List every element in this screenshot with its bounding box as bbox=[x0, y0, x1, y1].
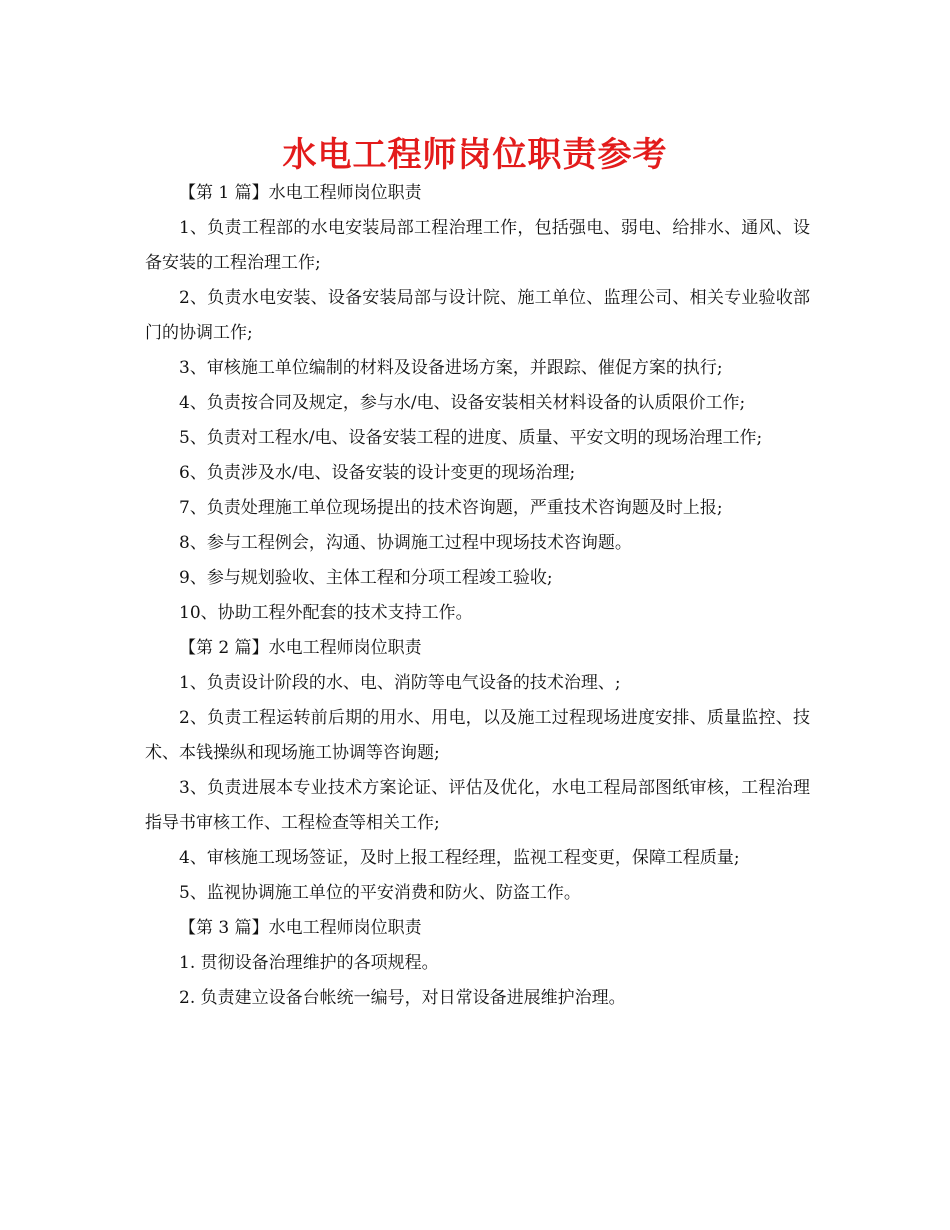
paragraph: 3、负责进展本专业技术方案论证、评估及优化，水电工程局部图纸审核，工程治理指导书审核工作、工程检查等相关工作; bbox=[145, 778, 810, 833]
paragraph: 9、参与规划验收、主体工程和分项工程竣工验收; bbox=[179, 568, 553, 588]
paragraph: 2. 负责建立设备台帐统一编号，对日常设备进展维护治理。 bbox=[179, 988, 626, 1008]
paragraph: 5、监视协调施工单位的平安消费和防火、防盗工作。 bbox=[179, 883, 581, 903]
section-heading-2: 【第 2 篇】水电工程师岗位职责 bbox=[179, 638, 422, 658]
document-body bbox=[145, 176, 810, 1016]
document-title: 水电工程师岗位职责参考 bbox=[282, 135, 668, 175]
paragraph: 8、参与工程例会，沟通、协调施工过程中现场技术咨询题。 bbox=[179, 533, 632, 553]
paragraph: 4、负责按合同及规定，参与水/电、设备安装相关材料设备的认质限价工作; bbox=[179, 393, 746, 413]
paragraph: 3、审核施工单位编制的材料及设备进场方案，并跟踪、催促方案的执行; bbox=[179, 358, 723, 378]
paragraph: 1. 贯彻设备治理维护的各项规程。 bbox=[179, 953, 439, 973]
section-heading-1: 【第 1 篇】水电工程师岗位职责 bbox=[179, 183, 422, 203]
section-heading-3: 【第 3 篇】水电工程师岗位职责 bbox=[179, 918, 422, 938]
paragraph: 1、负责工程部的水电安装局部工程治理工作，包括强电、弱电、给排水、通风、设备安装的工程治理工作; bbox=[145, 218, 810, 273]
paragraph: 6、负责涉及水/电、设备安装的设计变更的现场治理; bbox=[179, 463, 576, 483]
paragraph: 2、负责工程运转前后期的用水、用电，以及施工过程现场进度安排、质量监控、技术、本钱操纵和现场施工协调等咨询题; bbox=[145, 708, 810, 763]
paragraph: 7、负责处理施工单位现场提出的技术咨询题，严重技术咨询题及时上报; bbox=[179, 498, 723, 518]
paragraph: 5、负责对工程水/电、设备安装工程的进度、质量、平安文明的现场治理工作; bbox=[179, 428, 763, 448]
paragraph: 1、负责设计阶段的水、电、消防等电气设备的技术治理、; bbox=[179, 673, 621, 693]
paragraph: 10、协助工程外配套的技术支持工作。 bbox=[179, 603, 473, 623]
paragraph: 2、负责水电安装、设备安装局部与设计院、施工单位、监理公司、相关专业验收部门的协调工作; bbox=[145, 288, 810, 343]
paragraph: 4、审核施工现场签证，及时上报工程经理，监视工程变更，保障工程质量; bbox=[179, 848, 740, 868]
